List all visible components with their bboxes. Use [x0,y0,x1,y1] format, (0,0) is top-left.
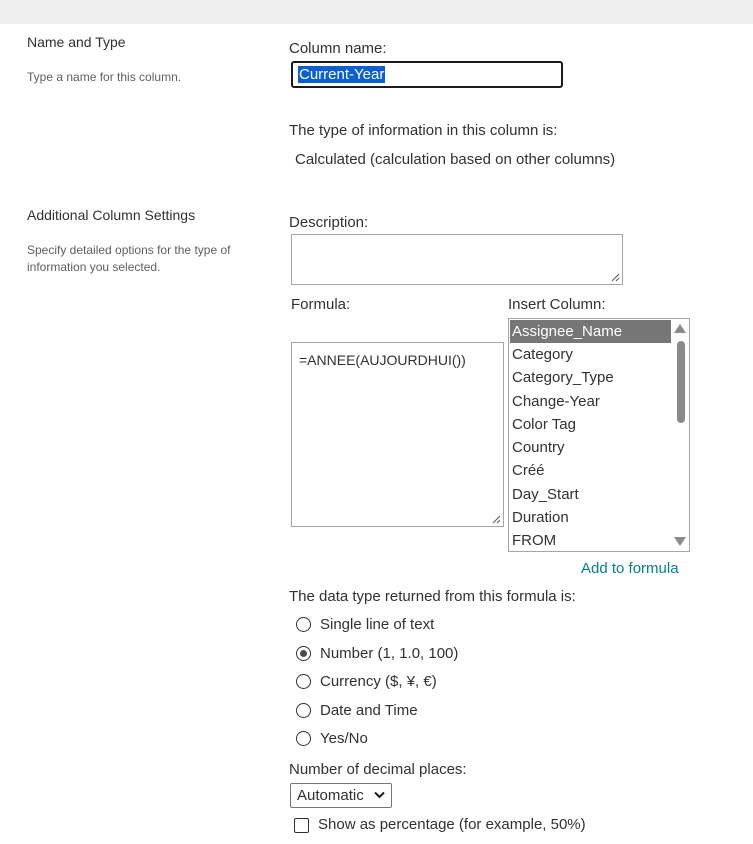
column-name-input[interactable] [291,61,563,88]
decimal-places-value: Automatic [297,787,364,804]
scroll-down-arrow-icon[interactable] [674,537,686,546]
list-item[interactable]: Duration [512,509,569,526]
resize-grip-icon[interactable] [492,515,501,524]
decimal-places-select[interactable] [290,783,392,808]
add-to-formula-link[interactable]: Add to formula [581,560,679,577]
radio-label: Currency ($, ¥, €) [320,673,437,690]
additional-settings-title: Additional Column Settings [27,207,196,223]
show-percentage-label[interactable]: Show as percentage (for example, 50%) [318,816,586,833]
radio-button[interactable] [296,617,311,632]
radio-button[interactable] [296,674,311,689]
name-type-title: Name and Type [27,34,126,50]
list-item[interactable]: Change-Year [512,392,600,410]
scroll-thumb[interactable] [677,341,685,423]
radio-label: Yes/No [320,730,368,747]
additional-settings-description: Specify detailed options for the type of information you selected. [27,243,231,274]
chevron-down-icon [374,791,385,799]
column-name-label: Column name: [289,40,387,57]
radio-button-selected[interactable] [296,646,311,661]
formula-value: =ANNEE(AUJOURDHUI()) [299,352,466,368]
list-item[interactable]: Créé [512,462,545,479]
description-textarea[interactable] [291,234,623,285]
top-bar [0,0,753,24]
list-item[interactable]: FROM [512,532,557,549]
insert-column-listbox[interactable] [508,318,690,552]
list-item[interactable]: Day_Start [512,486,579,503]
listbox-scrollbar[interactable] [671,319,689,551]
list-item[interactable]: Category_Type [512,369,614,386]
column-name-value: Current-Year [299,66,385,83]
radio-label: Date and Time [320,702,418,719]
scroll-up-arrow-icon[interactable] [674,324,686,333]
formula-textarea[interactable] [291,342,504,527]
type-info-label: The type of information in this column is: [289,122,558,139]
formula-label: Formula: [291,296,351,313]
decimal-places-label: Number of decimal places: [289,761,467,778]
list-item[interactable]: Assignee_Name [510,320,672,343]
name-type-description: Type a name for this column. [27,70,182,84]
list-item[interactable]: Category [512,346,573,363]
radio-label: Single line of text [320,616,435,633]
description-label: Description: [289,214,369,231]
radio-button[interactable] [296,703,311,718]
list-item[interactable]: Country [512,439,565,456]
radio-button[interactable] [296,731,311,746]
show-percentage-checkbox[interactable] [294,818,309,833]
type-info-value: Calculated (calculation based on other columns) [295,151,616,168]
radio-label: Number (1, 1.0, 100) [320,645,459,662]
insert-column-label: Insert Column: [508,296,606,313]
return-type-label: The data type returned from this formula is: [289,588,576,605]
resize-grip-icon[interactable] [611,273,620,282]
list-item[interactable]: Color Tag [512,416,576,433]
